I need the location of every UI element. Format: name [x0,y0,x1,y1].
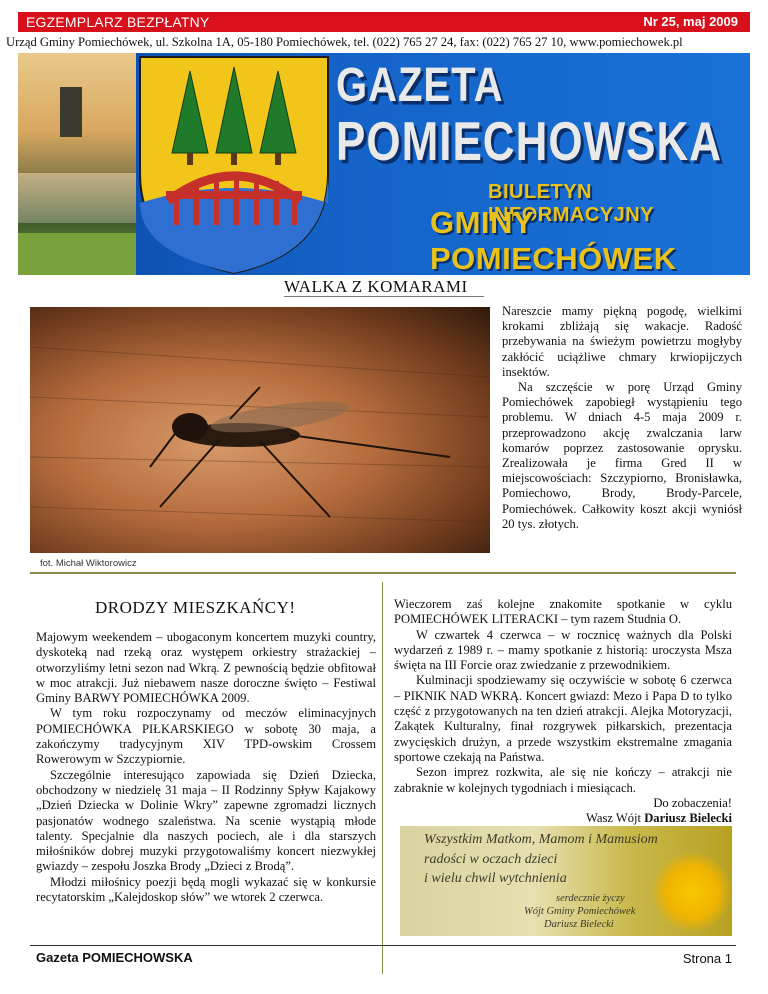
paragraph: Szczególnie interesująco zapowiada się Dzień Dziecka, obchodzony w niedzielę 31 maja – II Rodzinny Spływ Kajakowy „Dzień Dziecka w Dolinie Wkry” zapewne zgromadzi licznych pasjonatów wodnego szaleństwa. Na scenie wystąpią młode talenty. Specjalnie dla naszych pociech, ale i dla starszych miłośników dobrej muzyki przygotowaliśmy koncert niezwykłej gwiazdy – zespołu Joszka Brody „Dzieci z Brodą”. [36,767,376,874]
masthead-title-line1: GAZETA [336,59,504,112]
mosquito-photo [30,307,490,553]
paragraph: Na szczęście w porę Urząd Gminy Pomiechówek zapobiegł wystąpieniu tego problemu. W dniach 4-5 maja 2009 r. przeprowadzono akcję zwalczania larw komarów poprzez zastosowanie oprysku. Zrealizowała je firma Gred II w miejscowościach: Szczypiorno, Bronisławka, Pomiechowo, Brody, Brody-Parcele, Pomiechówek. Całkowity koszt akcji wyniósł 20 tys. złotych. [502,380,742,531]
free-copy-label: EGZEMPLARZ BEZPŁATNY [26,14,210,30]
article-heading-mosquito: WALKA Z KOMARAMI [284,277,468,296]
paragraph: Sezon imprez rozkwita, ale się nie kończy – atrakcji nie zabraknie w kolejnych tygodniach i miesiącach. [394,765,732,795]
top-bar [18,12,750,32]
masthead-title-line2: POMIECHOWSKA [336,111,722,173]
footer-publication: Gazeta POMIECHOWSKA [36,950,193,965]
signature-name: Dariusz Bielecki [644,811,732,826]
signature-prefix: Wasz Wójt [585,811,642,826]
greeting-line: Wójt Gminy Pomiechówek [524,906,636,917]
heading-underline [284,296,484,297]
masthead-banner [18,53,750,275]
page-number: Strona 1 [682,951,732,966]
photo-credit: fot. Michał Wiktorowicz [40,558,137,569]
article-heading-letter: DRODZY MIESZKAŃCY! [95,598,296,617]
masthead-subtitle-line1: BIULETYN INFORMACYJNY [488,181,655,226]
letter-body-right [394,597,732,826]
greeting-line: Wszystkim Matkom, Mamom i Mamusiom [424,832,658,847]
section-divider [30,572,736,574]
paragraph: Majowym weekendem – ubogaconym koncertem muzyki country, dyskoteką nad rzeką oraz występem orkiestry strażackiej – otworzyliśmy letni sezon nad Wkrą. Z pewnością będzie obfitował w moc atrakcji. Już niebawem nasze doroczne święto – Festiwal Gminy BARWY POMIECHÓWKA 2009. [36,630,376,706]
mosquito-article-body [502,304,742,532]
dandelion-icon [652,852,732,932]
masthead-subtitle-line2: GMINY POMIECHÓWEK [430,205,677,275]
paragraph: Wieczorem zaś kolejne znakomite spotkanie w cyklu POMIECHÓWEK LITERACKI – tym razem Studnia O. [394,597,732,627]
paragraph: W czwartek 4 czerwca – w rocznicę ważnych dla Polski wydarzeń z 1989 r. – mamy spotkanie z historią: uroczysta Msza święta na III Forcie oraz zwiedzanie z przewodnikiem. [394,627,732,673]
greeting-line: Dariusz Bielecki [544,919,614,930]
coat-of-arms-icon [118,53,350,275]
paragraph: Kulminacji spodziewamy się oczywiście w sobotę 6 czerwca – PIKNIK NAD WKRĄ. Koncert gwiazd: Mezo i Papa D to tylko część z przygotowanych na ten dzień atrakcji. Alejka Motoryzacji, Zakątek Kulturalny, finał rozgrywek piłkarskich, prezentacja zwycięskich drużyn, a przede wszystkim ekstremalne zmagania sportowe czekają na Państwa. [394,673,732,764]
issue-number: Nr 25, maj 2009 [643,14,738,29]
column-divider [382,582,383,974]
greeting-line: serdecznie życzy [556,893,625,904]
closing-line: Do zobaczenia! [653,795,732,810]
letter-body-left [36,630,376,905]
footer-rule [30,945,736,946]
greeting-line: i wielu chwil wytchnienia [424,871,567,886]
publisher-address: Urząd Gminy Pomiechówek, ul. Szkolna 1A, 05-180 Pomiechówek, tel. (022) 765 27 24, fax: (022) 765 27 10, www.pomiechowek.pl [6,35,683,49]
greeting-line: radości w oczach dzieci [424,852,558,867]
paragraph: Nareszcie mamy piękną pogodę, wielkimi krokami zbliżają się wakacje. Radość przebywania na świeżym powietrzu mogłyby zakłócić uciążliwe chmary krwiopijczych insektów. [502,304,742,379]
paragraph: Młodzi miłośnicy poezji będą mogli wykazać się w konkursie recytatorskim „Kalejdoskop słów” we wtorek 2 czerwca. [36,874,376,905]
paragraph: W tym roku rozpoczynamy od meczów eliminacyjnych POMIECHÓWKA PIŁKARSKIEGO w sobotę 30 maja, a zakończymy tradycyjnym XIV TPD-owskim Crossem Rowerowym w Szczypiornie. [36,706,376,767]
mothers-day-greeting [400,826,732,936]
signature [394,811,732,826]
